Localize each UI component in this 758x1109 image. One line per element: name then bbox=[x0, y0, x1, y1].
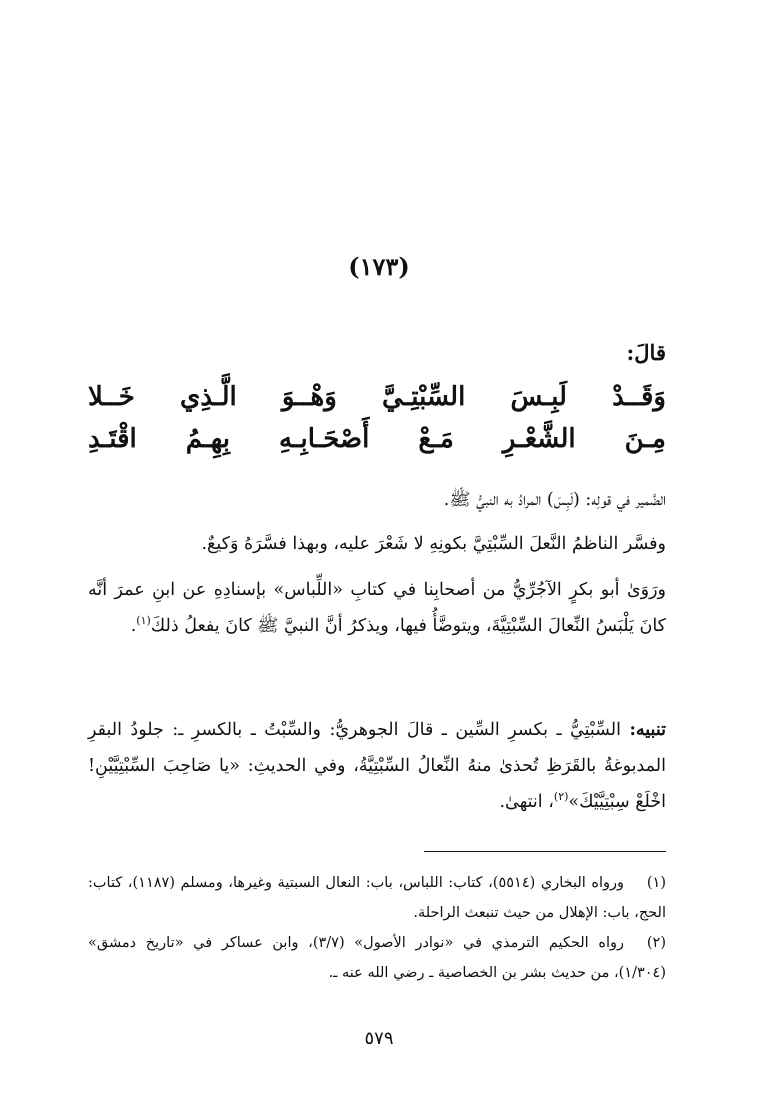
verse-line-1: وَقَــدْ لَبِـسَ السِّبْتِـيَّ وَهْــوَ الَّـذِي خَــلا bbox=[88, 382, 666, 412]
paragraph-narration-end: . bbox=[130, 616, 137, 636]
paragraph-tanbih-text: السِّبْتِيُّ ـ بكسرِ السِّين ـ قالَ الجوهريُّ: والسِّبْتُ ـ بالكسرِ ـ: جلودُ البقرِ المدبوغةُ بالقَرَظِ تُحذىٰ منهُ النِّعالُ السِّبْتِيَّةُ، وفي الحديثِ: «يا صَاحِبَ السِّبْتِيَّيْنِ! اخْلَعْ سِبْتِيَّيْكَ» bbox=[88, 720, 666, 812]
footnote-ref-1[interactable]: (١) bbox=[136, 614, 151, 628]
footnote-number: (٢) bbox=[646, 935, 666, 951]
footnote-number: (١) bbox=[646, 875, 666, 891]
paragraph-narration bbox=[88, 572, 666, 644]
footnote-ref-2[interactable]: (٢) bbox=[553, 790, 569, 804]
tanbih-label: تنبيه: bbox=[629, 720, 666, 740]
section-number: (١٧٣) bbox=[348, 252, 410, 281]
footnote-1 bbox=[88, 868, 666, 928]
qal-label: قالَ: bbox=[626, 340, 666, 365]
paragraph-tanbih bbox=[88, 712, 666, 820]
paragraph-tanbih-end: ، انتهىٰ. bbox=[499, 792, 554, 812]
footnote-text: ورواه البخاري (٥٥١٤)، كتاب: اللباس، باب: النعال السبتية وغيرها، ومسلم (١١٨٧)، كتاب: الحج، باب: الإهلال من حيث تنبعث الراحلة. bbox=[88, 875, 666, 921]
footnotes bbox=[88, 868, 666, 988]
paragraph-explanation: وفسَّر الناظمُ النَّعلَ السِّبْتِيَّ بكونِهِ لا شَعْرَ عليه، وبهذا فسَّرَهُ وَكيعٌ. bbox=[201, 534, 666, 554]
paragraph-pronoun-note: الضَّمير في قولِه: (لَبِسَ) المرادُ به النبيُّ ﷺ. bbox=[443, 490, 666, 510]
footnote-divider bbox=[424, 851, 666, 852]
footnote-text: رواه الحكيم الترمذي في «نوادر الأصول» (٣/٧)، وابن عساكر في «تاريخ دمشق» (١/٣٠٤)، من حديث بشر بن الخصاصية ـ رضي الله عنه ـ. bbox=[88, 935, 666, 981]
footnote-2 bbox=[88, 928, 666, 988]
page-number: ٥٧٩ bbox=[364, 1028, 394, 1049]
paragraph-narration-text: ورَوَىٰ أبو بكرٍ الآجُرِّيُّ من أصحابِنا في كتابِ «اللِّباس» بإسنادِهِ عن ابنِ عمرَ أنَّه كانَ يَلْبَسُ النِّعالَ السِّبْتِيَّةَ، ويتوضَّأُ فيها، ويذكرُ أنَّ النبيَّ ﷺ كانَ يفعلُ ذلكَ bbox=[88, 580, 666, 636]
verse-line-2: مِـنَ الشَّعْـرِ مَـعْ أَصْحَـابِـهِ بِهِـمُ اقْتَـدِ bbox=[88, 424, 666, 454]
